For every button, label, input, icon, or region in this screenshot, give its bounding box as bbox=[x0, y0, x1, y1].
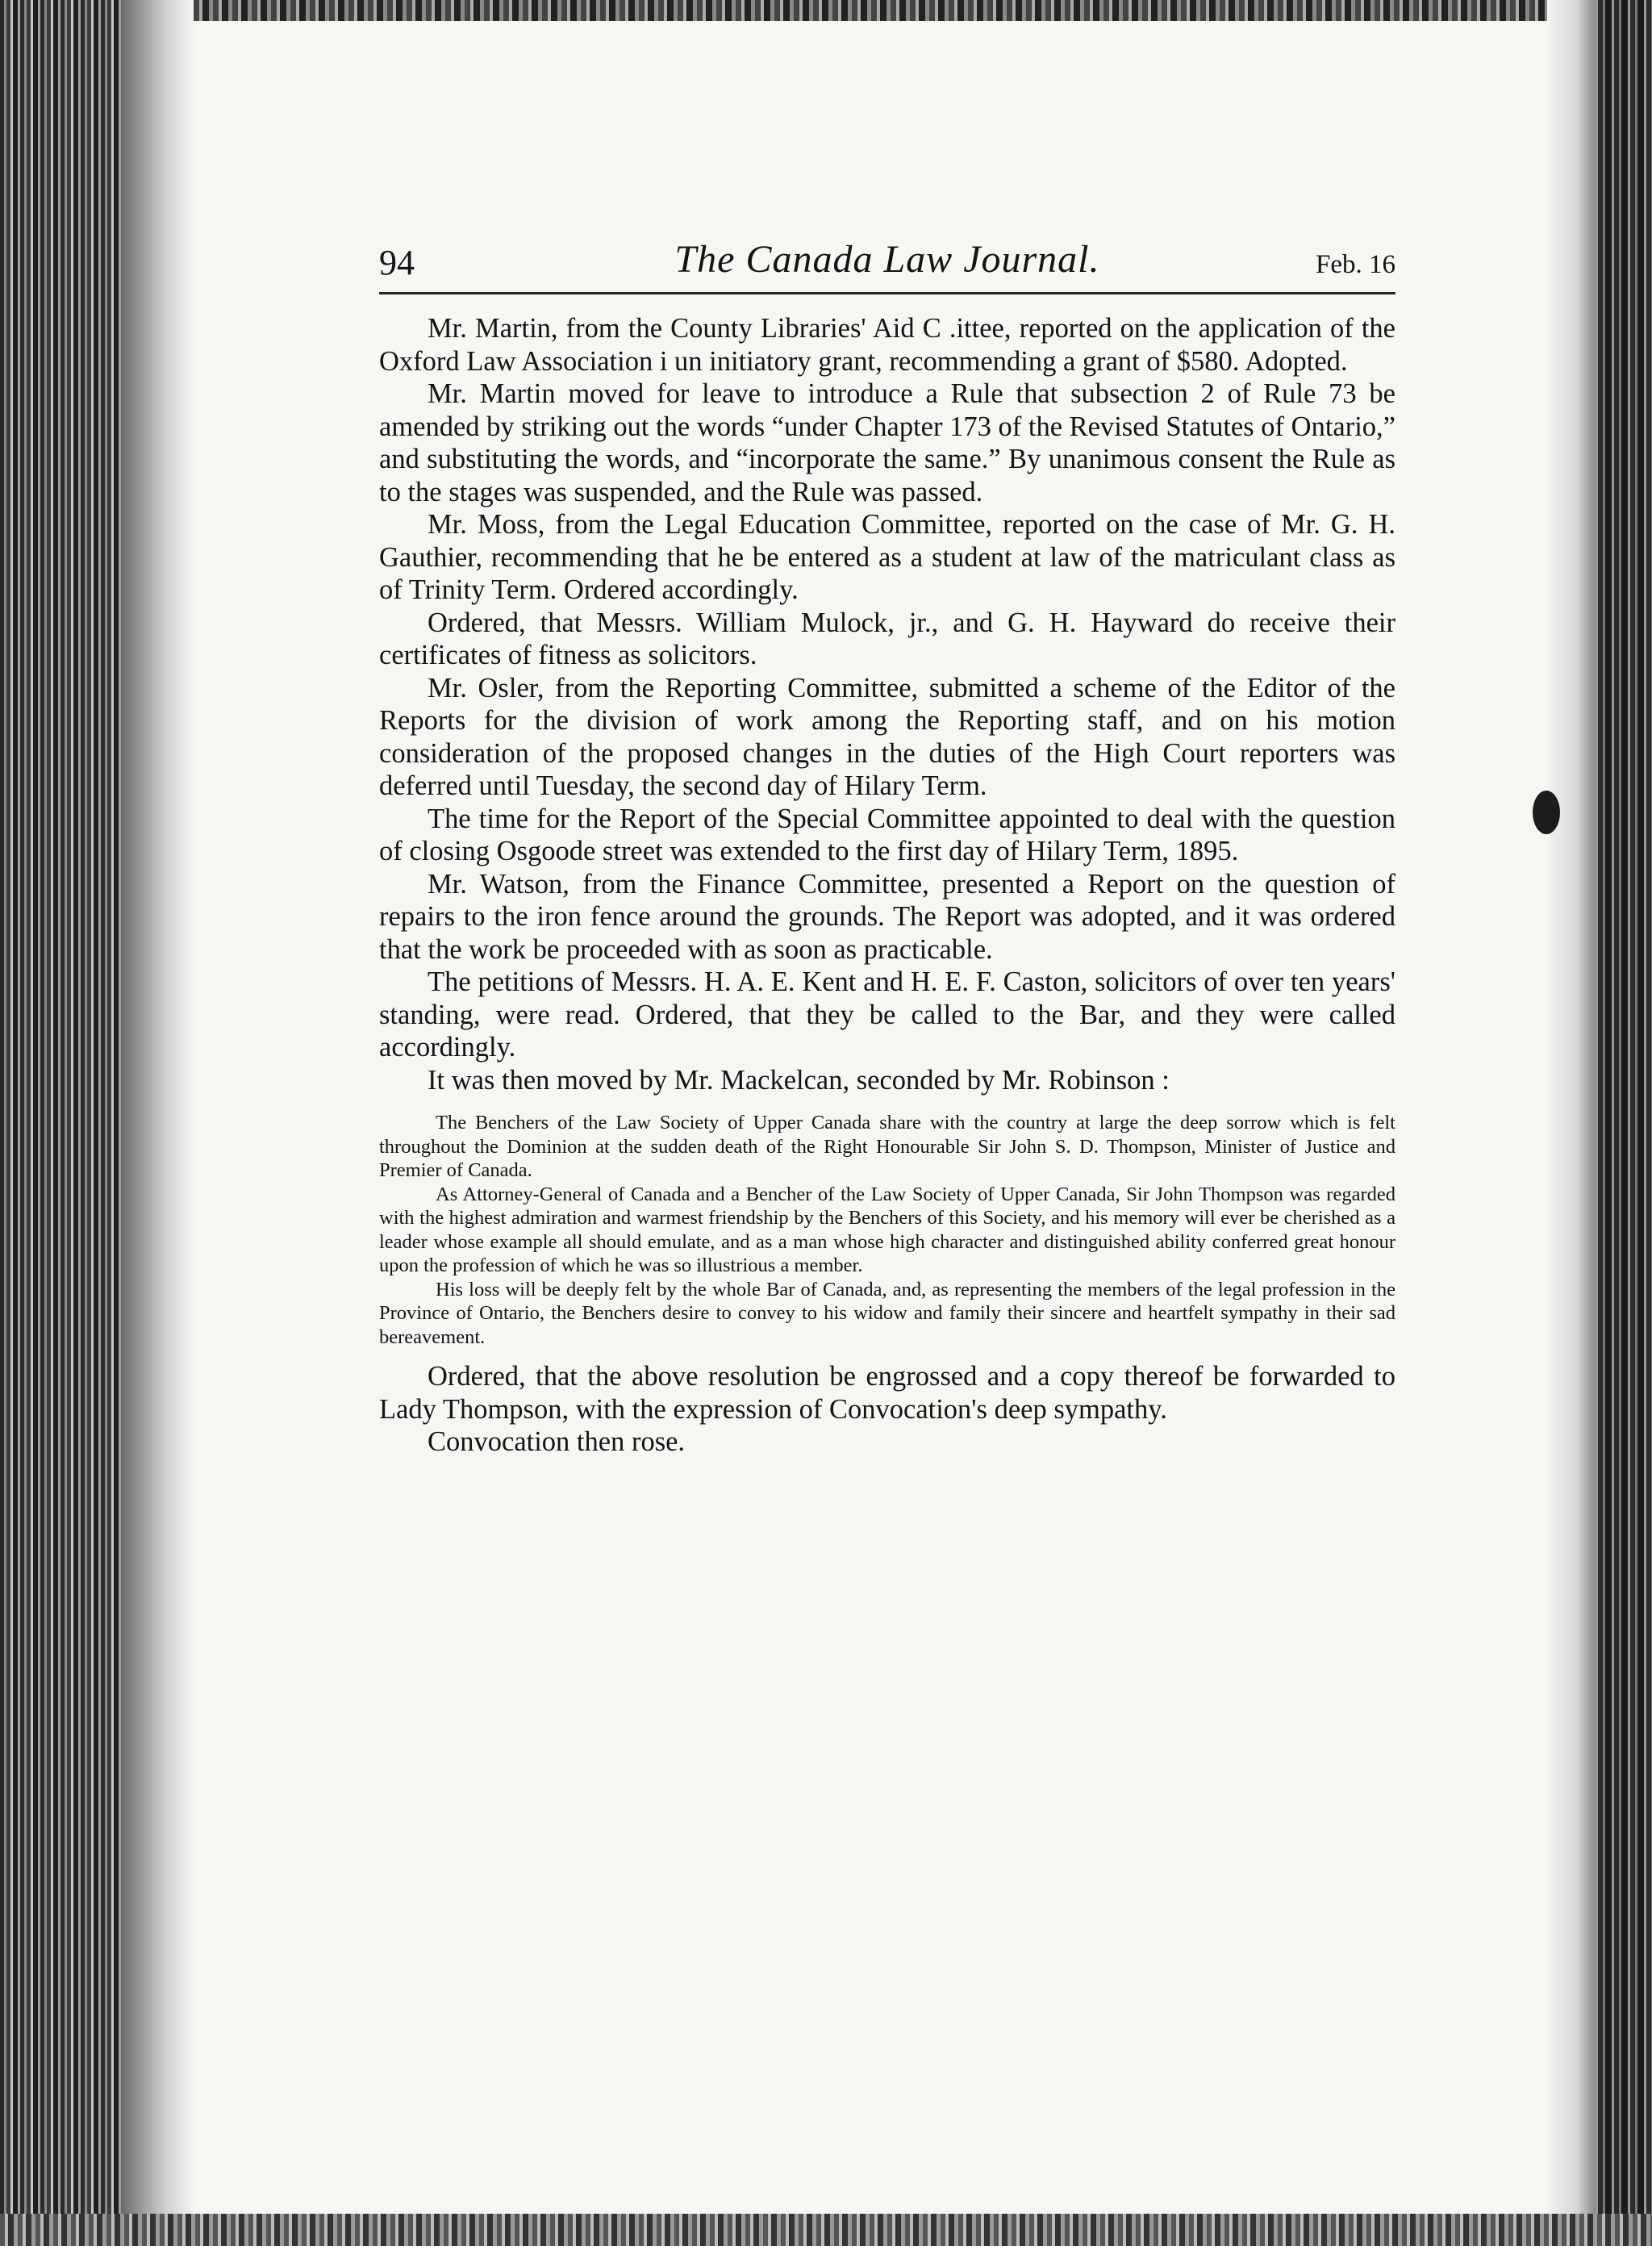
scan-edge-top bbox=[0, 0, 1652, 21]
resolution-paragraph: His loss will be deeply felt by the whole Bar of Canada, and, as representing the members of the legal profession in the Province of Ontario, the Benchers desire to convey to his widow and family their sincere and heartfelt sympathy in their sad bereavement. bbox=[379, 1278, 1395, 1348]
paragraph-motion: It was then moved by Mr. Mackelcan, seconded by Mr. Robinson : bbox=[428, 1064, 1170, 1096]
page-content bbox=[379, 238, 1395, 1459]
binder-hole-icon bbox=[1533, 791, 1560, 834]
issue-date: Feb. 16 bbox=[1316, 250, 1395, 279]
scan-shadow-right bbox=[1547, 0, 1596, 2246]
resolution-block bbox=[379, 1111, 1395, 1349]
paragraph-rule-amendment: Mr. Martin moved for leave to introduce a Rule that subsection 2 of Rule 73 be amended by striking out the words “under Chapter 173 of the Revised Statutes of Ontario,” and substituting the words, and “incorporate the same.” By unanimous consent the Rule as to the stages was suspended, and the Rule was passed. bbox=[379, 378, 1395, 507]
minutes-text bbox=[379, 312, 1395, 1096]
running-head bbox=[379, 238, 1395, 294]
resolution-paragraph: The Benchers of the Law Society of Upper Canada share with the country at large the deep sorrow which is felt throughout the Dominion at the sudden death of the Right Honourable Sir John S. D. Thompson, Minister of Justice and Premier of Canada. bbox=[379, 1112, 1395, 1181]
paragraph-convocation-rose: Convocation then rose. bbox=[428, 1426, 686, 1457]
paragraph-osgoode-street: The time for the Report of the Special Committee appointed to deal with the question of closing Osgoode street was extended to the first day of Hilary Term, 1895. bbox=[379, 803, 1395, 866]
paragraph-engrossed: Ordered, that the above resolution be engrossed and a copy thereof be forwarded to Lady Thompson, with the expression of Convocation's deep sympathy. bbox=[379, 1361, 1395, 1425]
scan-edge-right bbox=[1596, 0, 1652, 2246]
scan-shadow-left bbox=[121, 0, 194, 2246]
scan-edge-bottom bbox=[0, 2214, 1652, 2246]
paragraph-finance-committee: Mr. Watson, from the Finance Committee, presented a Report on the question of repairs to the iron fence around the grounds. The Report was adopted, and it was ordered that the work be proceeded with as soon as practicable. bbox=[379, 868, 1395, 965]
paragraph-reporting-committee: Mr. Osler, from the Reporting Committee, submitted a scheme of the Editor of the Reports for the division of work among the Reporting staff, and on his motion consideration of the proposed changes in the duties of the High Court reporters was deferred until Tuesday, the second day of Hilary Term. bbox=[379, 672, 1395, 801]
paragraph-libraries-aid: Mr. Martin, from the County Libraries' Aid C .ittee, reported on the application of the Oxford Law Association i un initiatory grant, recommending a grant of $580. Adopted. bbox=[379, 313, 1395, 377]
journal-title: The Canada Law Journal. bbox=[674, 238, 1100, 281]
paragraph-certificates: Ordered, that Messrs. William Mulock, jr., and G. H. Hayward do receive their certificates of fitness as solicitors. bbox=[379, 607, 1395, 670]
paragraph-petitions: The petitions of Messrs. H. A. E. Kent and H. E. F. Caston, solicitors of over ten years' standing, were read. Ordered, that they be called to the Bar, and they were called accordingly. bbox=[379, 966, 1395, 1062]
closing-text bbox=[379, 1360, 1395, 1459]
resolution-paragraph: As Attorney-General of Canada and a Bencher of the Law Society of Upper Canada, Sir John Thompson was regarded with the highest admiration and warmest friendship by the Benchers of this Society, and his memory will ever be cherished as a leader whose example all should emulate, and as a man whose high character and distinguished ability conferred great honour upon the profession of which he was so illustrious a member. bbox=[379, 1183, 1395, 1276]
page-number: 94 bbox=[379, 243, 415, 282]
scan-binding-left bbox=[0, 0, 121, 2246]
paragraph-legal-education: Mr. Moss, from the Legal Education Committee, reported on the case of Mr. G. H. Gauthier, recommending that he be entered as a student at law of the matriculant class as of Trinity Term. Ordered accordingly. bbox=[379, 509, 1395, 605]
